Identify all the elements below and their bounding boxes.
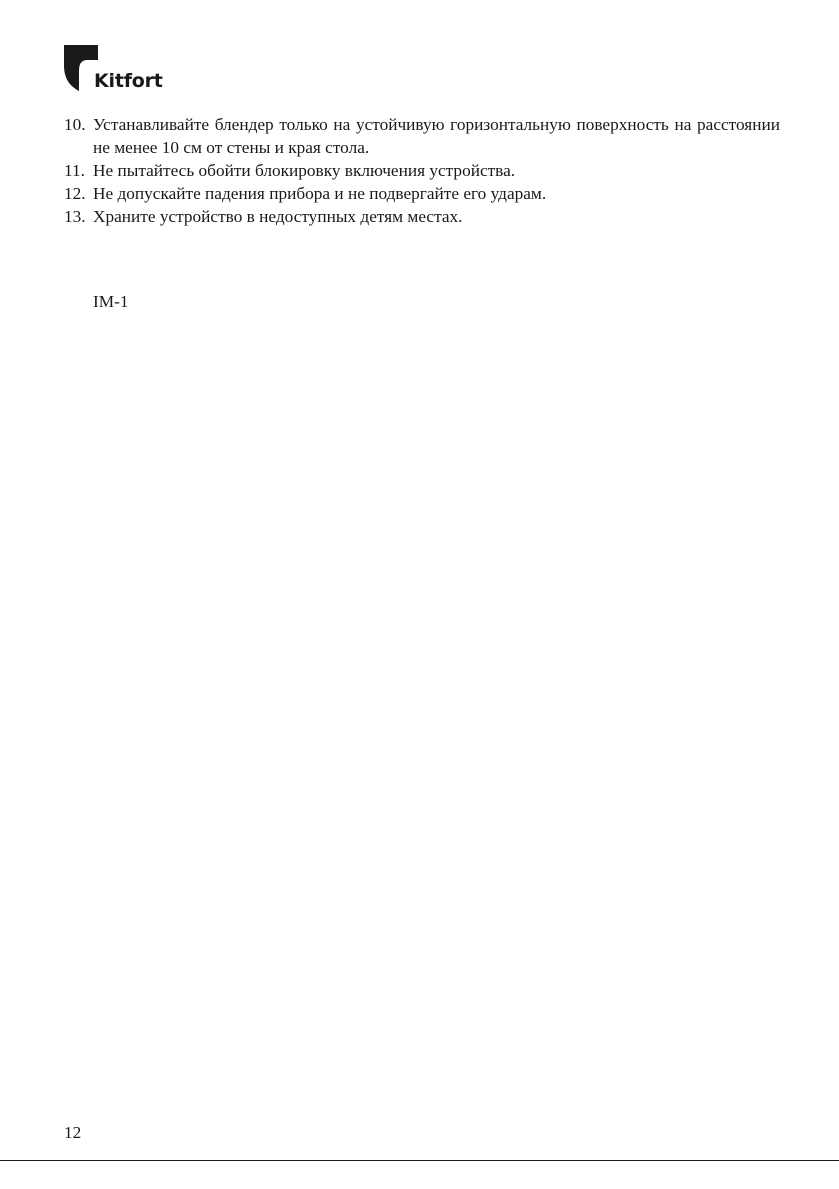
brand-name: Kitfort [94,70,163,92]
list-item [64,113,780,159]
item-number: 10. [64,115,86,134]
item-text: Устанавливайте блендер только на устойчивую горизонтальную поверхность на расстоянии не менее 10 см от стены и края стола. [93,115,780,157]
item-number: 12. [64,184,86,203]
item-text: Не допускайте падения прибора и не подвергайте его ударам. [93,184,547,203]
item-text: Храните устройство в недоступных детям местах. [93,207,463,226]
item-number: 11. [64,161,85,180]
page-number: 12 [64,1123,82,1142]
item-number: 13. [64,207,86,226]
item-text: Не пытайтесь обойти блокировку включения устройства. [93,161,516,180]
kitfort-logo-icon [64,45,98,91]
list-item [64,205,780,228]
brand-logo [64,45,164,95]
instruction-list [64,113,780,228]
list-item [64,182,780,205]
list-item [64,159,780,182]
model-code: IM-1 [93,292,129,311]
bottom-divider [0,1160,839,1161]
